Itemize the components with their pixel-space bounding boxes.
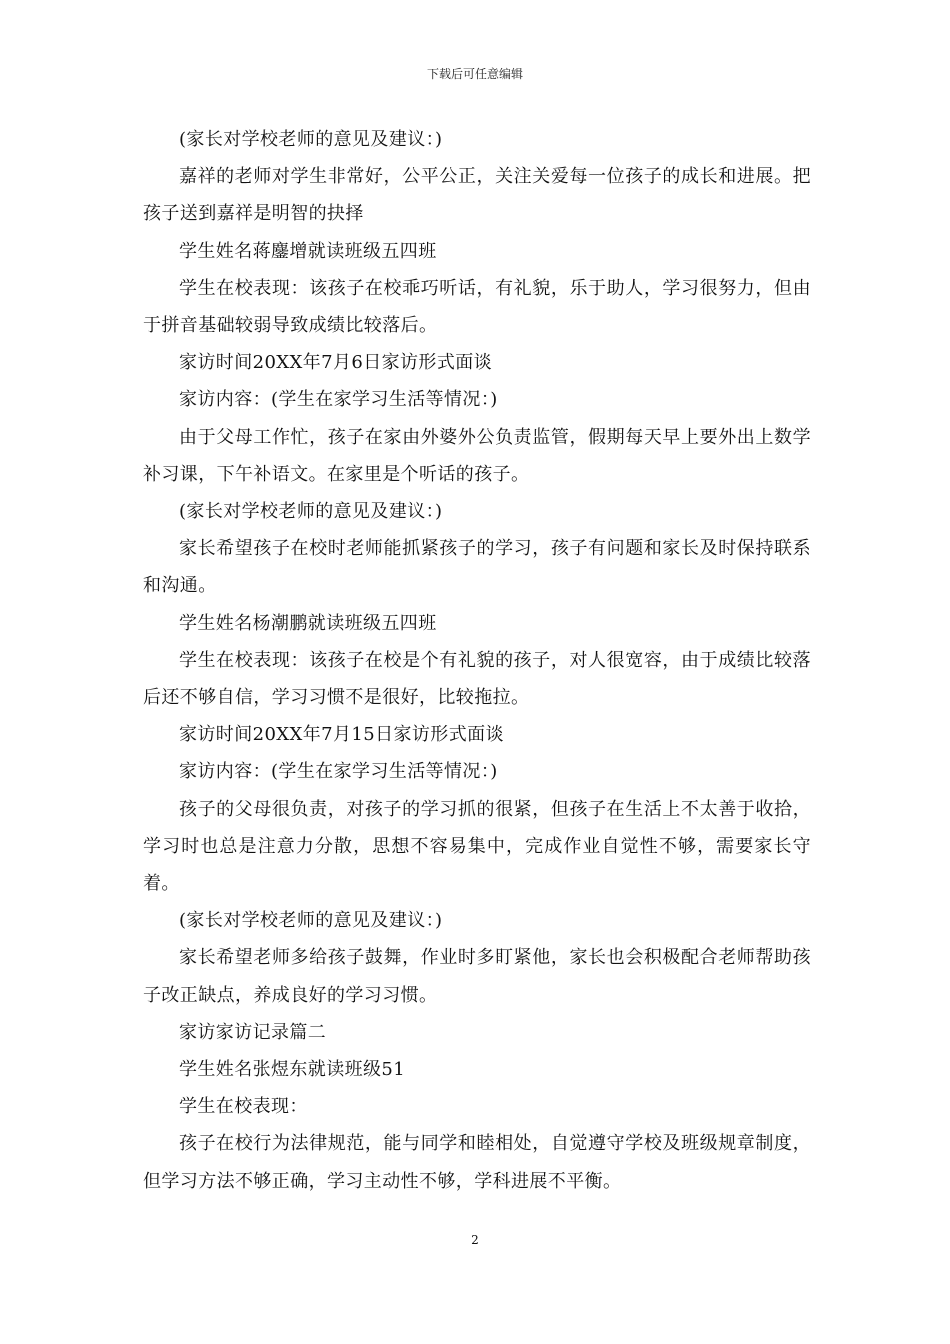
paragraph: 学生姓名蒋鏖增就读班级五四班 xyxy=(179,240,437,262)
paragraph: 学生在校表现： xyxy=(179,1096,308,1118)
paragraph: (家长对学校老师的意见及建议：) xyxy=(179,501,443,523)
paragraph: 学生姓名张煜东就读班级51 xyxy=(179,1059,406,1081)
paragraph: 嘉祥的老师对学生非常好，公平公正，关注关爱每一位孩子的成长和进展。把孩子送到嘉祥是明智的抉择 xyxy=(143,166,811,225)
paragraph: 学生在校表现：该孩子在校乖巧听话，有礼貌，乐于助人，学习很努力，但由于拼音基础较弱导致成绩比较落后。 xyxy=(143,277,811,337)
paragraph: (家长对学校老师的意见及建议：) xyxy=(179,910,443,932)
page-number: 2 xyxy=(471,1233,479,1247)
document-body xyxy=(143,121,811,1200)
paragraph: 家长希望孩子在校时老师能抓紧孩子的学习，孩子有问题和家长及时保持联系和沟通。 xyxy=(143,538,811,597)
paragraph: 学生姓名杨潮鹏就读班级五四班 xyxy=(179,612,437,634)
paragraph: 家访时间20XX年7月15日家访形式面谈 xyxy=(179,724,504,746)
paragraph: 家访内容：(学生在家学习生活等情况：) xyxy=(179,761,498,783)
paragraph: 家长希望老师多给孩子鼓舞，作业时多盯紧他，家长也会积极配合老师帮助孩子改正缺点，养成良好的学习习惯。 xyxy=(143,947,811,1006)
paragraph: 学生在校表现：该孩子在校是个有礼貌的孩子，对人很宽容，由于成绩比较落后还不够自信，学习习惯不是很好，比较拖拉。 xyxy=(143,649,811,709)
paragraph: 家访内容：(学生在家学习生活等情况：) xyxy=(179,389,498,411)
paragraph: 孩子在校行为法律规范，能与同学和睦相处，自觉遵守学校及班级规章制度，但学习方法不够正确，学习主动性不够，学科进展不平衡。 xyxy=(143,1133,811,1192)
paragraph: 孩子的父母很负责，对孩子的学习抓的很紧，但孩子在生活上不太善于收拾，学习时也总是注意力分散，思想不容易集中，完成作业自觉性不够，需要家长守着。 xyxy=(143,798,811,895)
section-heading: 家访家访记录篇二 xyxy=(179,1021,327,1043)
paragraph: 由于父母工作忙，孩子在家由外婆外公负责监管，假期每天早上要外出上数学补习课，下午补语文。在家里是个听话的孩子。 xyxy=(143,426,811,485)
page-header: 下载后可任意编辑 xyxy=(426,67,523,81)
paragraph: (家长对学校老师的意见及建议：) xyxy=(179,129,443,150)
paragraph: 家访时间20XX年7月6日家访形式面谈 xyxy=(179,352,493,374)
